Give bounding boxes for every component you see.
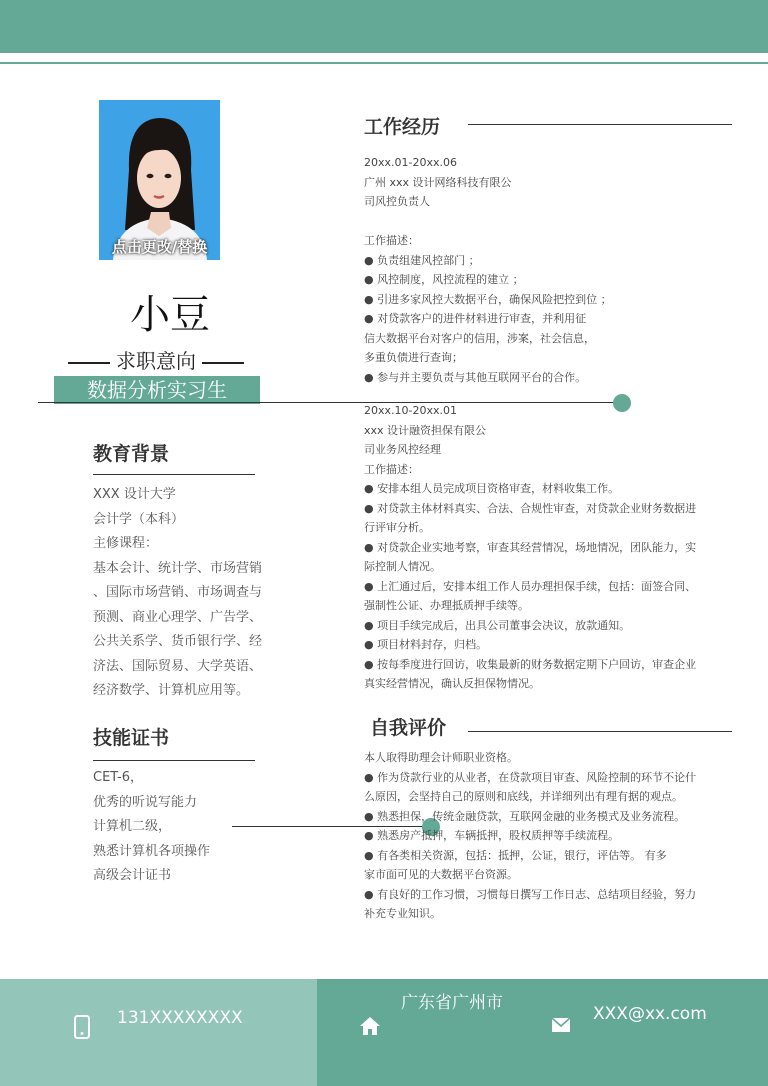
education-list — [93, 483, 293, 704]
list-item: 会计学（本科） — [93, 511, 185, 527]
education-underline — [93, 474, 255, 475]
text-line: ● 风控制度，风控流程的建立 ； — [364, 273, 524, 286]
self-eval-title-line — [468, 731, 732, 732]
intent-label: 求职意向 — [116, 349, 196, 373]
text-line: 行评审分析。 — [364, 521, 430, 534]
text-line: ● 项目手续完成后，出具公司董事会决议，放款通知。 — [364, 618, 631, 632]
list-item: 经济数学、计算机应用等。 — [93, 683, 250, 698]
text-line: 家市面可见的大数据平台资源。 — [364, 868, 518, 881]
intent-dash-right — [202, 362, 244, 364]
home-icon — [359, 1016, 381, 1036]
intent-position: 数据分析实习生 — [54, 376, 260, 404]
skills-underline — [93, 760, 255, 761]
phone-icon — [74, 1015, 90, 1039]
text-line: ● 引进多家风控大数据平台，确保风险把控到位 ； — [364, 292, 612, 306]
text-line: ● 安排本组人员完成项目资格审查，材料收集工作。 — [364, 482, 620, 495]
candidate-name: 小豆 — [130, 292, 210, 338]
text-line: 多重负债进行查询； — [364, 351, 463, 364]
email-icon — [552, 1018, 570, 1032]
text-line: ● 作为贷款行业的从业者，在贷款项目审查、风险控制的环节不论什 — [364, 770, 697, 784]
list-item: 预测、商业心理学、广告学、 — [93, 609, 263, 625]
list-item: 高级会计证书 — [93, 868, 172, 883]
footer-contact-right — [317, 979, 768, 1086]
text-line: ● 熟悉房产抵押，车辆抵押，股权质押等手续流程。 — [364, 829, 620, 842]
list-item: 公共关系学、货币银行学、经 — [93, 634, 263, 649]
work-title-line — [468, 124, 732, 125]
text-line: ● 有各类相关资源，包括：抵押，公证，银行，评估等。 有多 — [364, 848, 667, 862]
list-item: CET-6， — [93, 770, 144, 785]
text-line: 信大数据平台对客户的信用，涉案，社会信息， — [364, 331, 595, 345]
list-item: 基本会计、统计学、市场营销 — [93, 560, 263, 576]
photo-replace-caption[interactable]: 点击更改/替换 — [111, 238, 208, 256]
email-address[interactable]: XXX@xx.com — [593, 1004, 707, 1024]
text-line: 工作描述： — [364, 234, 419, 247]
text-line: ● 负责组建风控部门 ； — [364, 253, 480, 267]
list-item: 主修课程： — [93, 536, 159, 551]
list-item: 济法、国际贸易、大学英语、 — [93, 658, 263, 674]
profile-photo[interactable] — [99, 100, 220, 260]
text-line: 20xx.01-20xx.06 — [364, 156, 457, 169]
self-eval-list — [364, 748, 734, 924]
top-divider — [0, 62, 768, 64]
text-line: ● 有良好的工作习惯，习惯每日撰写工作日志、总结项目经验，努力 — [364, 887, 697, 901]
education-title: 教育背景 — [93, 443, 170, 465]
text-line: 司风控负责人 — [364, 195, 430, 208]
footer-contact-left — [0, 979, 317, 1086]
text-line: ● 对贷款主体材料真实、合法、合规性审查，对贷款企业财务数据进 — [364, 501, 697, 515]
text-line: 际控制人情况。 — [364, 560, 441, 573]
text-line: 么原因，会坚持自己的原则和底线，并详细列出有理有据的观点。 — [364, 790, 683, 803]
job-intent-heading — [56, 345, 256, 374]
top-bar — [0, 0, 768, 53]
list-item: 优秀的听说写能力 — [93, 794, 198, 810]
skills-title: 技能证书 — [93, 727, 170, 749]
self-eval-title: 自我评价 — [370, 717, 447, 739]
work-job2 — [364, 401, 734, 694]
text-line: 补充专业知识。 — [364, 907, 441, 920]
text-line: 司业务风控经理 — [364, 443, 441, 456]
phone-number[interactable]: 131XXXXXXXX — [117, 1008, 243, 1028]
text-line: ● 项目材料封存，归档。 — [364, 638, 488, 651]
text-line: 真实经营情况，确认反担保物情况。 — [364, 677, 540, 690]
list-item: 计算机二级， — [93, 819, 172, 834]
text-line: 本人取得助理会计师职业资格。 — [364, 751, 518, 764]
text-line: 20xx.10-20xx.01 — [364, 404, 457, 417]
work-job1 — [364, 153, 734, 387]
list-item: 、国际市场营销、市场调查与 — [93, 585, 263, 600]
list-item: XXX 设计大学 — [93, 487, 176, 502]
text-line: 工作描述： — [364, 462, 419, 476]
text-line: ● 熟悉担保，传统金融贷款，互联网金融的业务模式及业务流程。 — [364, 809, 686, 823]
text-line: ● 参与并主要负责与其他互联网平台的合作。 — [364, 370, 587, 384]
list-item: 熟悉计算机各项操作 — [93, 843, 211, 859]
text-line: ● 按每季度进行回访，收集最新的财务数据定期下户回访，审查企业 — [364, 657, 697, 671]
text-line: xxx 设计融资担保有限公 — [364, 423, 487, 437]
intent-dash-left — [68, 362, 110, 364]
text-line: ● 上汇通过后，安排本组工作人员办理担保手续，包括：面签合同、 — [364, 579, 697, 593]
text-line — [364, 212, 734, 232]
address-text: 广东省广州市 — [401, 993, 503, 1013]
work-title: 工作经历 — [364, 116, 441, 138]
text-line: ● 对贷款客户的进件材料进行审查，并利用征 — [364, 312, 587, 325]
text-line: ● 对贷款企业实地考察，审查其经营情况，场地情况，团队能力，实 — [364, 540, 697, 554]
text-line: 广州 xxx 设计网络科技有限公 — [364, 175, 512, 189]
text-line: 强制性公证、办理抵质押手续等。 — [364, 599, 529, 612]
skills-list — [93, 766, 293, 889]
